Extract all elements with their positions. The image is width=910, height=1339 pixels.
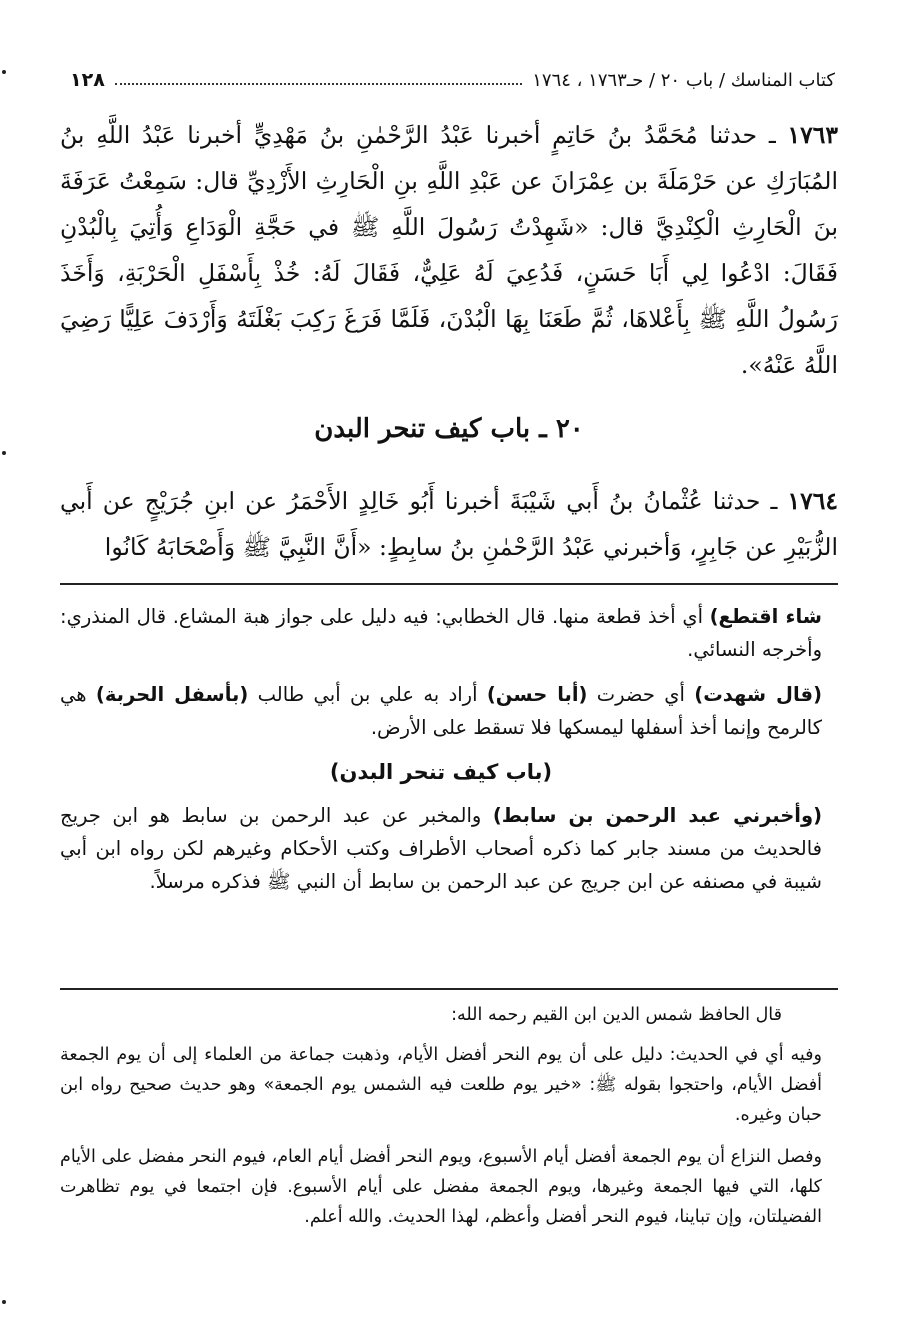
commentary-lemma: (بأسفل الحربة) [95, 683, 249, 706]
commentary [60, 600, 822, 910]
notes-paragraph: وفيه أي في الحديث: دليل على أن يوم النحر أفضل الأيام، وذهبت جماعة من العلماء إلى أن يوم الجمعة أفضل الأيام، واحتجوا بقوله ﷺ: «خير يوم طلعت فيه الشمس يوم الجمعة» وهو حديث صحيح رواه ابن حبان وغيره. [60, 1045, 822, 1125]
commentary-paragraph [60, 678, 822, 744]
scan-mark [2, 70, 6, 74]
notes-intro: قال الحافظ شمس الدين ابن القيم رحمه الله: [451, 1005, 782, 1025]
hadith-text: ـ حدثنا مُحَمَّدُ بنُ حَاتِمٍ أخبرنا عَبْدُ الرَّحْمٰنِ بنُ مَهْدِيٍّ أخبرنا عَبْدُ اللَّهِ بنُ المُبَارَكِ عن حَرْمَلَةَ بن عِمْرَانَ عن عَبْدِ اللَّهِ بنِ الْحَارِثِ الأَزْدِيِّ قال: سَمِعْتُ عَرَفَةَ بنَ الْحَارِثِ الْكِنْدِيَّ قال: «شَهِدْتُ رَسُولَ اللَّهِ ﷺ في حَجَّةِ الْوَدَاعِ وَأُتِيَ بِالْبُدْنِ فَقَالَ: ادْعُوا لِي أَبَا حَسَنٍ، فَدُعِيَ لَهُ عَلِيٌّ، فَقَالَ لَهُ: خُذْ بِأَسْفَلِ الْحَرْبَةِ، وَأَخَذَ رَسُولُ اللَّهِ ﷺ بِأَعْلاهَا، ثُمَّ طَعَنَا بِهَا الْبُدْنَ، فَلَمَّا فَرَغَ رَكِبَ بَغْلَتَهُ وَأَرْدَفَ عَلِيًّا رَضِيَ اللَّهُ عَنْهُ». [60, 121, 838, 379]
hadith-1763 [60, 112, 838, 388]
section-divider [60, 583, 838, 585]
chapter-title: ٢٠ ـ باب كيف تنحر البدن [314, 414, 584, 444]
section-divider [60, 988, 838, 990]
scan-mark [2, 1300, 6, 1304]
hadith-text: ـ حدثنا عُثْمانُ بنُ أَبي شَيْبَةَ أخبرنا أَبُو خَالِدٍ الأَحْمَرُ عن ابنِ جُرَيْجٍ عن أَبي الزُّبَيْرِ عن جَابِرٍ، وَأخبرني عَبْدُ الرَّحْمٰنِ بنُ سابِطٍ: «أَنَّ النَّبِيَّ ﷺ وَأَصْحَابَهُ كَانُوا [60, 487, 838, 561]
page-number: ١٢٨ [70, 69, 105, 91]
notes-paragraph: وفصل النزاع أن يوم الجمعة أفضل أيام الأسبوع، ويوم النحر أفضل أيام العام، فيوم النحر مفضل على الأيام كلها، التي فيها الجمعة وغيرها، ويوم الجمعة مفضل على أيام الأسبوع. فإن اجتمعا في يوم تظاهرت الفضيلتان، وإن تباينا، فيوم النحر أفضل وأعظم، لهذا الحديث. والله أعلم. [60, 1147, 822, 1227]
commentary-text: أي أخذ قطعة منها. قال الخطابي: فيه دليل على جواز هبة المشاع. قال المنذري: وأخرجه النسائي. [60, 605, 822, 661]
commentary-lemma: (وأخبرني عبد الرحمن بن سابط) [492, 804, 822, 827]
hadith-1764 [60, 478, 838, 570]
commentary-paragraph [60, 799, 822, 898]
hadith-number: ١٧٦٤ [787, 487, 838, 515]
commentary-lemma: (أبا حسن) [486, 683, 588, 706]
commentary-lemma: شاء اقتطع) [709, 605, 822, 628]
commentary-text: أراد به علي بن أبي طالب [248, 683, 487, 706]
commentary-chapter-heading: (باب كيف تنحر البدن) [329, 760, 553, 784]
commentary-text: هي كالرمح وإنما أخذ أسفلها ليمسكها فلا تسقط على الأرض. [60, 683, 822, 739]
commentary-paragraph [60, 600, 822, 666]
page-header [70, 66, 835, 94]
header-leader-dots [115, 83, 522, 85]
hadith-number: ١٧٦٣ [787, 121, 838, 149]
commentary-text: والمخبر عن عبد الرحمن بن سابط هو ابن جريج فالحديث من مسند جابر كما ذكره أصحاب الأطراف وكتب الأحكام وغيرهم لكن رواه ابن أبي شيبة في مصنفه عن ابن جريج عن عبد الرحمن بن سابط أن النبي ﷺ فذكره مرسلاً. [60, 804, 822, 893]
scan-mark [2, 451, 6, 455]
ibn-qayyim-notes [60, 1000, 822, 1244]
running-title: كتاب المناسك / باب ٢٠ / حـ١٧٦٣ ، ١٧٦٤ [532, 69, 835, 91]
commentary-bracket: ( [813, 683, 822, 706]
commentary-lemma: قال شهدت) [694, 683, 814, 706]
commentary-text: أي حضرت [587, 683, 695, 706]
